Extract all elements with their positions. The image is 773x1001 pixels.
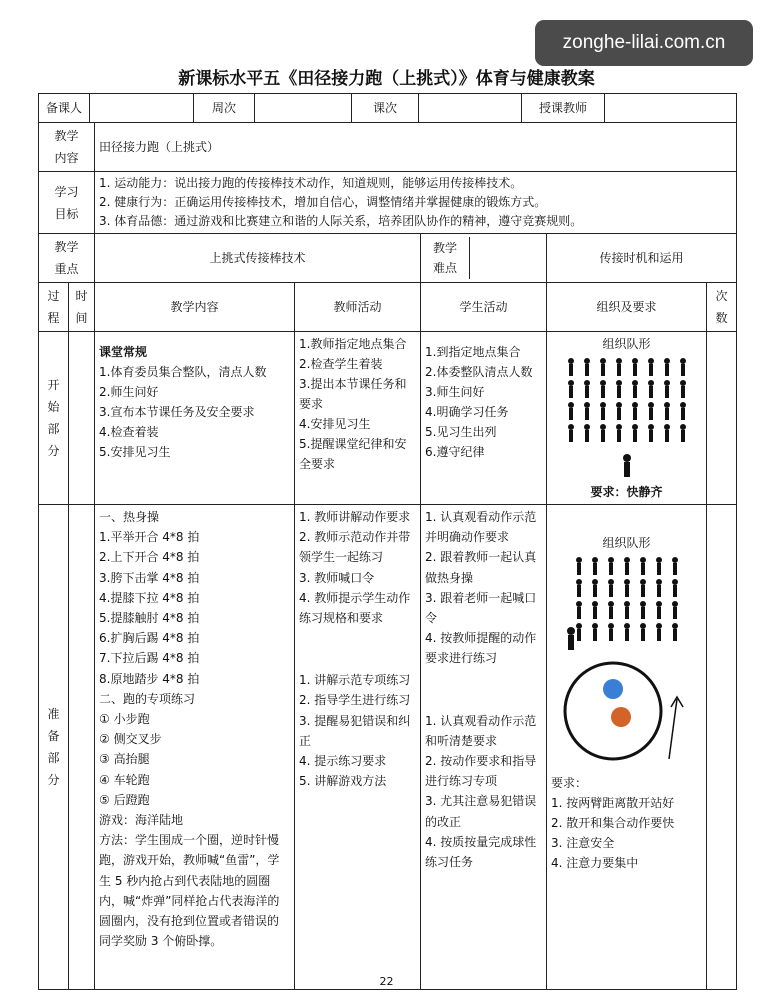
- student-figure: [575, 557, 583, 575]
- direction-arrow: [669, 699, 677, 759]
- prep-student-item: 2. 按动作要求和指导进行练习专项: [425, 754, 537, 789]
- student-figure: [663, 358, 671, 376]
- student-figure: [663, 424, 671, 442]
- start-org-req: 要求：快静齐: [590, 485, 663, 499]
- prep-label: 准 备 部 分: [39, 505, 69, 990]
- student-figure: [631, 358, 639, 376]
- student-figure: [575, 601, 583, 619]
- prep-org-req-item: 4. 注意力要集中: [551, 856, 639, 870]
- prep-org-title: 组织队形: [602, 536, 651, 550]
- student-figure: [623, 601, 631, 619]
- student-figure: [679, 358, 687, 376]
- land-circle-blue: [603, 679, 623, 699]
- start-content-item: 2.师生问好: [99, 385, 159, 399]
- start-student-item: 2.体委整队清点人数: [425, 365, 533, 379]
- student-figure: [583, 380, 591, 398]
- col-teacher: 教师活动: [295, 283, 421, 332]
- student-figure: [607, 579, 615, 597]
- student-figure: [591, 579, 599, 597]
- student-figure: [623, 623, 631, 641]
- prep-content-item: 3.胯下击掌 4*8 拍: [99, 570, 200, 585]
- student-figure: [567, 380, 575, 398]
- student-figure: [671, 601, 679, 619]
- start-student-item: 6.遵守纪律: [425, 445, 485, 459]
- student-figure: [591, 601, 599, 619]
- student-figure: [647, 380, 655, 398]
- prep-teacher-item: 4. 教师提示学生动作练习规格和要求: [299, 590, 411, 626]
- student-figure: [607, 601, 615, 619]
- student-figure: [567, 358, 575, 376]
- student-figure: [639, 557, 647, 575]
- start-teacher-item: 5.提醒课堂纪律和安全要求: [299, 437, 407, 471]
- student-figure: [663, 380, 671, 398]
- col-org: 组织及要求: [547, 283, 707, 332]
- teacher-figure: [621, 454, 633, 478]
- prep-student-item: 4. 按教师提醒的动作要求进行练习: [425, 631, 537, 666]
- prep-org-req-title: 要求：: [551, 776, 588, 790]
- goal-item: 2. 健康行为：正确运用传接棒技术，增加自信心，调整情绪并掌握健康的锻炼方式。: [99, 195, 547, 209]
- game-circle-diagram: [551, 659, 701, 769]
- prep-student-item: 3. 跟着老师一起喊口令: [425, 590, 537, 626]
- prep-student-item: 1. 认真观看动作示范和听清楚要求: [425, 713, 537, 748]
- start-label: 开 始 部 分: [39, 332, 69, 505]
- student-figure: [655, 579, 663, 597]
- start-content-item: 1.体育委员集合整队，清点人数: [99, 365, 267, 379]
- week-value: [255, 94, 352, 122]
- student-figure: [663, 402, 671, 420]
- student-figure: [599, 402, 607, 420]
- student-figure: [655, 557, 663, 575]
- start-teacher-item: 1.教师指定地点集合: [299, 337, 407, 351]
- student-figure: [599, 424, 607, 442]
- student-figure: [575, 579, 583, 597]
- student-figure: [607, 623, 615, 641]
- prep-content-item: 4.提膝下拉 4*8 拍: [99, 590, 200, 605]
- student-figure: [647, 358, 655, 376]
- start-teacher-item: 3.提出本节课任务和要求: [299, 377, 407, 411]
- prep-content-item: ② 侧交叉步: [99, 732, 162, 747]
- student-figure: [591, 557, 599, 575]
- teacher-value: [605, 94, 736, 122]
- student-figure: [583, 358, 591, 376]
- col-student: 学生活动: [421, 283, 547, 332]
- prep-org-req-item: 2. 散开和集合动作要快: [551, 816, 675, 830]
- teacher-figure: [565, 627, 577, 651]
- start-student-item: 3.师生问好: [425, 385, 485, 399]
- student-figure: [647, 424, 655, 442]
- student-figure: [599, 358, 607, 376]
- key-label: 教学 重点: [39, 234, 95, 283]
- student-figure: [583, 402, 591, 420]
- student-figure: [655, 623, 663, 641]
- prep-content-item: 2.上下开合 4*8 拍: [99, 550, 200, 565]
- start-content-item: 5.安排见习生: [99, 445, 171, 459]
- diff-value: 传接时机和运用: [547, 234, 737, 283]
- student-figure: [615, 380, 623, 398]
- prep-teacher-item: 1. 教师讲解动作要求: [299, 510, 411, 524]
- student-figure: [671, 557, 679, 575]
- prep-student-item: 3. 尤其注意易犯错误的改正: [425, 794, 537, 829]
- prep-content-item: 一、热身操: [99, 510, 160, 524]
- prep-student-item: 2. 跟着教师一起认真做热身操: [425, 550, 537, 585]
- start-org-title: 组织队形: [602, 337, 651, 351]
- watermark: zonghe-lilai.com.cn: [535, 20, 753, 66]
- teacher-label: 授课教师: [522, 94, 605, 122]
- week-label: 周次: [194, 94, 255, 122]
- key-value: 上挑式传接棒技术: [95, 234, 421, 283]
- diff-label: 教学 难点: [421, 237, 470, 279]
- prep-student-item: 1. 认真观看动作示范并明确动作要求: [425, 510, 537, 545]
- student-figure: [623, 579, 631, 597]
- content-value: 田径接力跑（上挑式）: [95, 123, 737, 172]
- start-student-item: 4.明确学习任务: [425, 405, 509, 419]
- student-figure: [623, 557, 631, 575]
- prep-org-req-item: 1. 按两臂距离散开站好: [551, 796, 675, 810]
- page-number: 22: [379, 975, 394, 988]
- goal-item: 1. 运动能力：说出接力跑的传接棒技术动作，知道规则，能够运用传接棒技术。: [99, 176, 523, 190]
- student-figure: [647, 402, 655, 420]
- start-student-item: 5.见习生出列: [425, 425, 497, 439]
- start-content-item: 4.检查着装: [99, 425, 159, 439]
- prep-value: [90, 94, 194, 122]
- prep-teacher-item: 2. 教师示范动作并带领学生一起练习: [299, 530, 411, 565]
- student-figure: [567, 424, 575, 442]
- prep-content-item: 游戏：海洋陆地: [99, 813, 184, 828]
- student-figure: [679, 402, 687, 420]
- prep-content-item: ① 小步跑: [99, 712, 150, 727]
- prep-content-item: ③ 高抬腿: [99, 752, 150, 767]
- prep-label: 备课人: [39, 94, 90, 122]
- student-figure: [631, 424, 639, 442]
- student-figure: [639, 579, 647, 597]
- prep-teacher-item: 3. 教师喊口令: [299, 570, 375, 585]
- prep-content-item: 7.下拉后踢 4*8 拍: [99, 651, 200, 666]
- student-figure: [591, 623, 599, 641]
- prep-content-item: 二、跑的专项练习: [99, 691, 196, 706]
- lesson-label: 课次: [352, 94, 419, 122]
- student-figure: [671, 623, 679, 641]
- start-formation: [551, 358, 702, 442]
- prep-teacher-item: 4. 提示练习要求: [299, 754, 387, 769]
- prep-content-item: 方法：学生围成一个圈，逆时针慢跑，游戏开始，教师喊“鱼雷”，学生 5 秒内抢占到代表陆地的圆圈内，喊“炸弹”同样抢占代表海洋的圆圈内，没有抢到位置或者错误的同学奖励 3 个俯卧撑。: [99, 833, 280, 949]
- student-figure: [567, 402, 575, 420]
- col-process: 过 程: [39, 283, 69, 332]
- prep-teacher-item: 5. 讲解游戏方法: [299, 774, 387, 789]
- student-figure: [639, 623, 647, 641]
- sea-circle-orange: [611, 707, 631, 727]
- prep-teacher-item: 3. 提醒易犯错误和纠正: [299, 713, 411, 748]
- start-teacher-item: 4.安排见习生: [299, 417, 371, 431]
- prep-teacher-item: 1. 讲解示范专项练习: [299, 673, 411, 688]
- prep-content-item: ④ 车轮跑: [99, 772, 150, 787]
- lesson-plan-table: [38, 93, 737, 990]
- student-figure: [599, 380, 607, 398]
- student-figure: [639, 601, 647, 619]
- student-figure: [615, 358, 623, 376]
- col-content: 教学内容: [95, 283, 295, 332]
- student-figure: [607, 557, 615, 575]
- student-figure: [679, 424, 687, 442]
- student-figure: [615, 424, 623, 442]
- prep-content-item: 1.平举开合 4*8 拍: [99, 530, 200, 545]
- col-count: 次 数: [707, 283, 737, 332]
- prep-content-item: ⑤ 后蹬跑: [99, 792, 150, 807]
- prep-org-req-item: 3. 注意安全: [551, 836, 615, 850]
- prep-content-item: 8.原地踏步 4*8 拍: [99, 671, 200, 686]
- goals-label: 学习 目标: [39, 172, 95, 234]
- start-student-item: 1.到指定地点集合: [425, 345, 521, 359]
- content-label: 教学 内容: [39, 123, 95, 172]
- page-title: 新课标水平五《田径接力跑（上挑式）》体育与健康教案: [178, 69, 595, 89]
- start-content-item: 3.宣布本节课任务及安全要求: [99, 405, 255, 419]
- start-teacher-item: 2.检查学生着装: [299, 357, 383, 371]
- col-time: 时 间: [69, 283, 95, 332]
- student-figure: [631, 402, 639, 420]
- student-figure: [615, 402, 623, 420]
- prep-teacher-item: 2. 指导学生进行练习: [299, 693, 411, 708]
- goal-item: 3. 体育品德：通过游戏和比赛建立和谐的人际关系，培养团队协作的精神，遵守竞赛规则。: [99, 214, 583, 228]
- prep-content-item: 6.扩胸后踢 4*8 拍: [99, 631, 200, 646]
- student-figure: [631, 380, 639, 398]
- prep-student-item: 4. 按质按量完成球性练习任务: [425, 834, 537, 870]
- student-figure: [655, 601, 663, 619]
- lesson-value: [419, 94, 522, 122]
- prep-content-item: 5.提膝触肘 4*8 拍: [99, 611, 200, 626]
- student-figure: [583, 424, 591, 442]
- start-content-title: 课堂常规: [99, 345, 148, 359]
- student-figure: [671, 579, 679, 597]
- student-figure: [679, 380, 687, 398]
